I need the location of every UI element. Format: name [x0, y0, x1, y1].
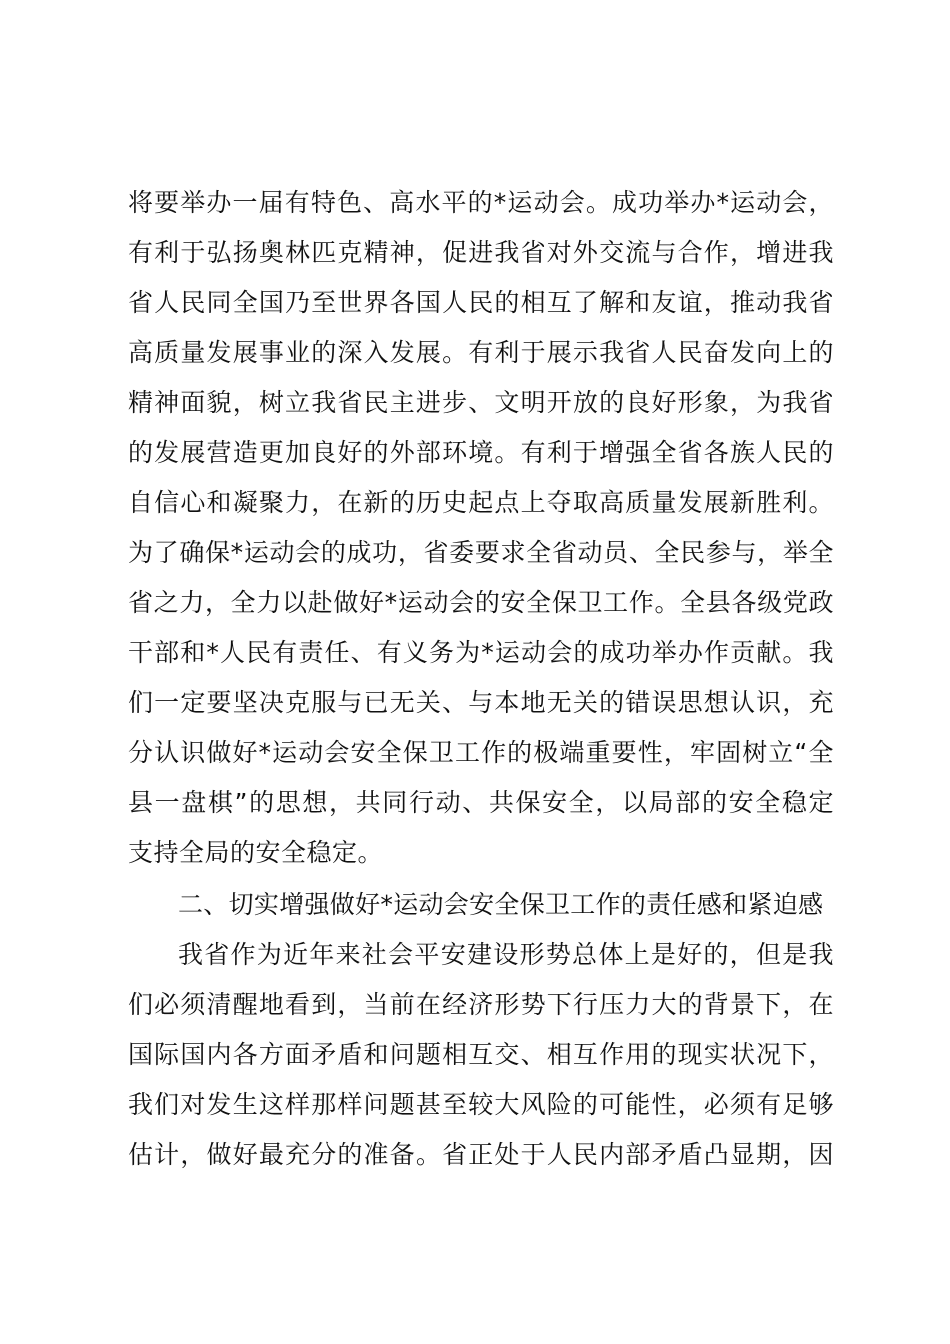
text-line: 估计，做好最充分的准备。省正处于人民内部矛盾凸显期，因	[128, 1140, 834, 1169]
text-line: 省人民同全国乃至世界各国人民的相互了解和友谊，推动我省	[128, 288, 834, 317]
text-line: 我们对发生这样那样问题甚至较大风险的可能性，必须有足够	[128, 1090, 834, 1119]
text-line: 分认识做好*运动会安全保卫工作的极端重要性，牢固树立“全	[128, 738, 834, 767]
section-heading: 二、切实增强做好*运动会安全保卫工作的责任感和紧迫感	[178, 890, 824, 919]
text-line: 我省作为近年来社会平安建设形势总体上是好的，但是我	[178, 940, 834, 969]
text-line: 自信心和凝聚力，在新的历史起点上夺取高质量发展新胜利。	[128, 488, 834, 517]
text-line: 县一盘棋”的思想，共同行动、共保安全，以局部的安全稳定	[128, 788, 834, 817]
text-line: 为了确保*运动会的成功，省委要求全省动员、全民参与，举全	[128, 538, 834, 567]
text-line: 高质量发展事业的深入发展。有利于展示我省人民奋发向上的	[128, 338, 834, 367]
text-line: 的发展营造更加良好的外部环境。有利于增强全省各族人民的	[128, 438, 834, 467]
text-line: 干部和*人民有责任、有义务为*运动会的成功举办作贡献。我	[128, 638, 834, 667]
text-line: 精神面貌，树立我省民主进步、文明开放的良好形象，为我省	[128, 388, 834, 417]
text-line: 们一定要坚决克服与已无关、与本地无关的错误思想认识，充	[128, 688, 834, 717]
text-line: 省之力，全力以赴做好*运动会的安全保卫工作。全县各级党政	[128, 588, 834, 617]
text-line: 们必须清醒地看到，当前在经济形势下行压力大的背景下，在	[128, 990, 834, 1019]
text-line: 有利于弘扬奥林匹克精神，促进我省对外交流与合作，增进我	[128, 238, 834, 267]
text-line: 支持全局的安全稳定。	[128, 838, 384, 867]
paragraph	[128, 178, 834, 878]
text-line: 国际国内各方面矛盾和问题相互交、相互作用的现实状况下，	[128, 1040, 834, 1069]
document-body	[128, 178, 834, 1180]
text-line: 将要举办一届有特色、高水平的*运动会。成功举办*运动会，	[128, 188, 834, 217]
paragraph	[128, 930, 834, 1180]
